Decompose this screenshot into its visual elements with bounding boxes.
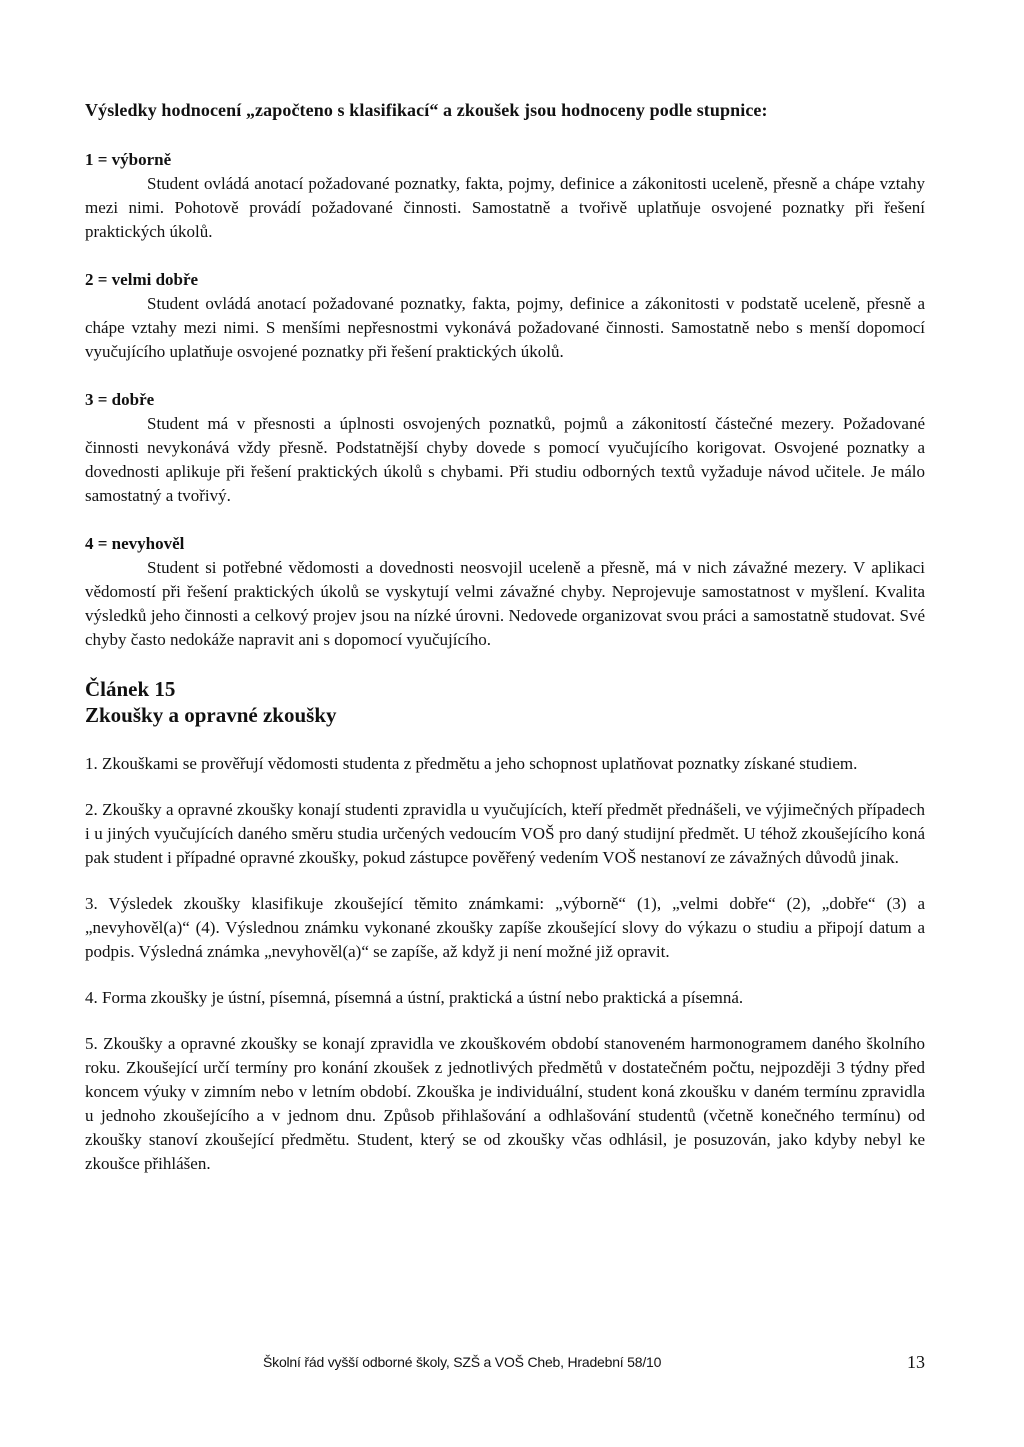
grade-description: Student ovládá anotací požadované poznatky, fakta, pojmy, definice a zákonitosti uceleně, přesně a chápe vztahy mezi nimi. Pohotově provádí požadované činnosti. Samostatně a tvořivě uplatňuje osvojené poznatky při řešení praktických úkolů.	[85, 174, 925, 241]
grade-excellent	[85, 148, 925, 244]
article-paragraph-4: 4. Forma zkoušky je ústní, písemná, písemná a ústní, praktická a ústní nebo praktická a písemná.	[85, 988, 744, 1007]
page-number: 13	[907, 1352, 925, 1372]
grade-heading: 2 = velmi dobře	[85, 270, 199, 289]
grade-fail	[85, 532, 925, 652]
grade-heading: 1 = výborně	[85, 150, 172, 169]
footer-text: Školní řád vyšší odborné školy, SZŠ a VOŠ Cheb, Hradební 58/10	[263, 1354, 662, 1370]
grade-good	[85, 388, 925, 508]
article-paragraph-1: 1. Zkouškami se prověřují vědomosti studenta z předmětu a jeho schopnost uplatňovat poznatky získané studiem.	[85, 754, 858, 773]
article-title: Zkoušky a opravné zkoušky	[85, 703, 337, 727]
grade-description: Student ovládá anotací požadované poznatky, fakta, pojmy, definice a zákonitosti v podstatě uceleně, přesně a chápe vztahy mezi nimi. S menšími nepřesnostmi vykonává požadované činnosti. Samostatně nebo s menší dopomocí vyučujícího uplatňuje osvojené poznatky při řešení praktických úkolů.	[85, 294, 925, 361]
grade-heading: 3 = dobře	[85, 390, 155, 409]
grade-very-good	[85, 268, 925, 364]
article-paragraph-2: 2. Zkoušky a opravné zkoušky konají studenti zpravidla u vyučujících, kteří předmět přednášeli, ve výjimečných případech i u jiných vyučujících daného směru studia určených vedoucím VOŠ pro daný studijní předmět. U téhož zkoušejícího koná pak student i případné opravné zkoušky, pokud zástupce pověřený vedením VOŠ nestanoví ze závažných důvodů jinak.	[85, 800, 925, 867]
article-number: Článek 15	[85, 677, 176, 701]
document-page	[85, 98, 925, 1198]
grading-intro: Výsledky hodnocení „započteno s klasifikací“ a zkoušek jsou hodnoceny podle stupnice:	[85, 100, 768, 120]
article-paragraph-5: 5. Zkoušky a opravné zkoušky se konají zpravidla ve zkouškovém období stanoveném harmonogramem daného školního roku. Zkoušející určí termíny pro konání zkoušek z jednotlivých předmětů v dostatečném počtu, nejpozději 3 týdny před koncem výuky v zimním nebo v letním období. Zkouška je individuální, student koná zkoušku v daném termínu zpravidla u jednoho zkoušejícího a v jednom dnu. Způsob přihlašování a odhlašování studentů (včetně konečného termínu) od zkoušky stanoví zkoušející předmětu. Student, který se od zkoušky včas odhlásil, je posuzován, jako kdyby nebyl ke zkoušce přihlášen.	[85, 1034, 925, 1173]
article-heading	[85, 676, 925, 728]
grade-description: Student má v přesnosti a úplnosti osvojených poznatků, pojmů a zákonitostí částečné mezery. Požadované činnosti nevykonává vždy přesně. Podstatnější chyby dovede s pomocí vyučujícího korigovat. Osvojené poznatky a dovednosti aplikuje při řešení praktických úkolů s chybami. Při studiu odborných textů vyžaduje návod učitele. Je málo samostatný a tvořivý.	[85, 414, 925, 505]
grade-heading: 4 = nevyhověl	[85, 534, 185, 553]
grade-description: Student si potřebné vědomosti a dovednosti neosvojil uceleně a přesně, má v nich závažné mezery. V aplikaci vědomostí při řešení praktických úkolů se vyskytují velmi závažné chyby. Neprojevuje samostatnost v myšlení. Kvalita výsledků jeho činnosti a celkový projev jsou na nízké úrovni. Nedovede organizovat svou práci a samostatně studovat. Své chyby často nedokáže napravit ani s dopomocí vyučujícího.	[85, 558, 925, 649]
article-paragraph-3: 3. Výsledek zkoušky klasifikuje zkoušející těmito známkami: „výborně“ (1), „velmi dobře“ (2), „dobře“ (3) a „nevyhověl(a)“ (4). Výslednou známku vykonané zkoušky zapíše zkoušející slovy do výkazu o studiu a připojí datum a podpis. Výsledná známka „nevyhověl(a)“ se zapíše, až když ji není možné již opravit.	[85, 894, 925, 961]
